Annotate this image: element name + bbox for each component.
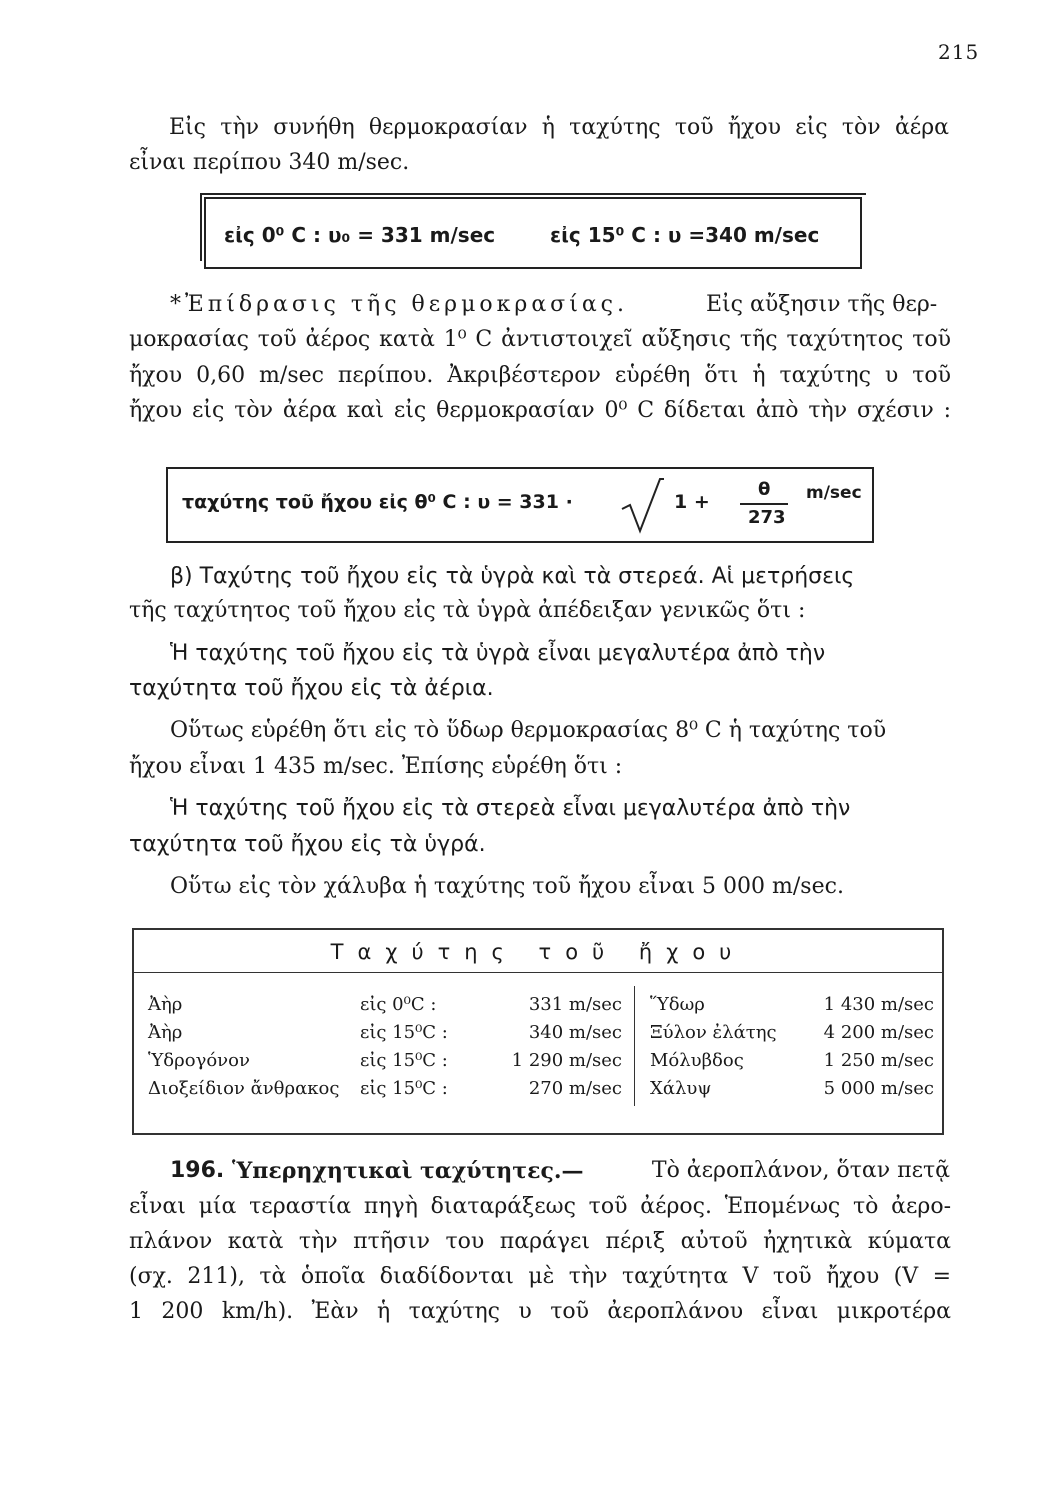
intro-line-2: εἶναι περίπου 340 m/sec.: [129, 150, 410, 175]
section-number: 196.: [170, 1158, 225, 1183]
liquids-rule-cont: ταχύτητα τοῦ ἤχου εἰς τὰ ἀέρια.: [129, 676, 494, 701]
formula-numerator: θ: [758, 479, 771, 500]
table-left-temp-4: εἰς 15⁰C :: [360, 1078, 448, 1099]
table-left-speed-3: 1 290 m/sec: [511, 1050, 622, 1071]
influence-line-3: ἤχου 0,60 m/sec περίπου. Ἀκριβέστερον εὑρέθη ὅτι ἡ ταχύτης υ τοῦ: [129, 363, 951, 388]
section-heading: Ὑπερηχητικαὶ ταχύτητες.—: [232, 1158, 584, 1184]
table-left-medium-3: Ὑδρογόνον: [148, 1050, 250, 1071]
water-line-2: ἤχου εἶναι 1 435 m/sec. Ἐπίσης εὑρέθη ὅτι :: [129, 754, 623, 779]
table-left-temp-1: εἰς 0⁰C :: [360, 994, 437, 1015]
temperature-influence-heading: *Ἐπίδρασις τῆς θερμοκρασίας.: [170, 292, 628, 317]
influence-line-4: ἤχου εἰς τὸν ἀέρα καὶ εἰς θερμοκρασίαν 0⁰ C δίδεται ἀπὸ τὴν σχέσιν :: [129, 398, 951, 423]
table-right-speed-3: 1 250 m/sec: [823, 1050, 934, 1071]
table-header-rule: [134, 972, 942, 973]
table-right-speed-1: 1 430 m/sec: [823, 994, 934, 1015]
sound-speed-table: [132, 928, 944, 1135]
section-line-2: εἶναι μία τεραστία πηγὴ διαταράξεως τοῦ ἀέρος. Ἑπομένως τὸ ἀερο-: [129, 1194, 951, 1219]
table-right-speed-2: 4 200 m/sec: [823, 1022, 934, 1043]
speed-at-15c: εἰς 15⁰ C : υ =340 m/sec: [550, 223, 820, 247]
table-left-medium-2: Ἀὴρ: [148, 1022, 183, 1043]
influence-line-1: Εἰς αὔξησιν τῆς θερ-: [706, 292, 938, 317]
steel-line: Οὕτω εἰς τὸν χάλυβα ἡ ταχύτης τοῦ ἤχου εἶναι 5 000 m/sec.: [170, 874, 844, 899]
liquids-line-2: τῆς ταχύτητος τοῦ ἤχου εἰς τὰ ὑγρὰ ἀπέδειξαν γενικῶς ὅτι :: [129, 598, 806, 623]
square-root-icon: [620, 475, 664, 535]
water-line-1: Οὕτως εὑρέθη ὅτι εἰς τὸ ὕδωρ θερμοκρασίας 8⁰ C ἡ ταχύτης τοῦ: [170, 718, 887, 743]
table-title: Ταχύτης τοῦ ἤχου: [330, 940, 746, 964]
formula-label: ταχύτης τοῦ ἤχου εἰς θ⁰ C : υ = 331 ·: [182, 491, 573, 513]
speed-at-temperatures-box: [204, 197, 862, 269]
intro-line-1: Εἰς τὴν συνήθη θερμοκρασίαν ἡ ταχύτης τοῦ ἤχου εἰς τὸν ἀέρα: [169, 115, 949, 140]
influence-line-2: μοκρασίας τοῦ ἀέρος κατὰ 1⁰ C ἀντιστοιχεῖ αὔξησις τῆς ταχύτητος τοῦ: [129, 327, 951, 352]
table-right-medium-4: Χάλυψ: [650, 1078, 712, 1099]
table-column-divider: [634, 986, 635, 1106]
section-line-3: πλάνον κατὰ τὴν πτῆσιν του παράγει πέριξ αὐτοῦ ἠχητικὰ κύματα: [129, 1229, 951, 1254]
table-left-medium-1: Ἀὴρ: [148, 994, 183, 1015]
table-left-speed-4: 270 m/sec: [528, 1078, 622, 1099]
table-right-speed-4: 5 000 m/sec: [823, 1078, 934, 1099]
section-line-4: (σχ. 211), τὰ ὁποῖα διαδίδονται μὲ τὴν ταχύτητα V τοῦ ἤχου (V =: [129, 1264, 951, 1289]
table-left-speed-2: 340 m/sec: [528, 1022, 622, 1043]
speed-at-0c: εἰς 0⁰ C : υ₀ = 331 m/sec: [224, 223, 496, 247]
solids-rule: Ἡ ταχύτης τοῦ ἤχου εἰς τὰ στερεὰ εἶναι μεγαλυτέρα ἀπὸ τὴν: [170, 796, 851, 821]
table-right-medium-2: Ξύλον ἐλάτης: [650, 1022, 777, 1043]
formula-denominator: 273: [748, 507, 786, 528]
fraction-bar: [740, 503, 788, 505]
table-right-medium-1: Ὕδωρ: [650, 994, 705, 1015]
liquids-line-1: β) Ταχύτης τοῦ ἤχου εἰς τὰ ὑγρὰ καὶ τὰ στερεά. Αἱ μετρήσεις: [170, 564, 855, 589]
liquids-rule: Ἡ ταχύτης τοῦ ἤχου εἰς τὰ ὑγρὰ εἶναι μεγαλυτέρα ἀπὸ τὴν: [170, 641, 826, 666]
table-left-speed-1: 331 m/sec: [528, 994, 622, 1015]
page-number: 215: [938, 40, 980, 64]
table-left-temp-3: εἰς 15⁰C :: [360, 1050, 448, 1071]
table-right-medium-3: Μόλυβδος: [650, 1050, 744, 1071]
solids-rule-cont: ταχύτητα τοῦ ἤχου εἰς τὰ ὑγρά.: [129, 832, 486, 857]
formula-unit: m/sec: [806, 483, 862, 503]
section-line-1: Τὸ ἀεροπλάνον, ὅταν πετᾷ: [651, 1158, 950, 1183]
speed-formula-box: [166, 467, 874, 543]
table-left-temp-2: εἰς 15⁰C :: [360, 1022, 448, 1043]
section-line-5: 1 200 km/h). Ἐὰν ἡ ταχύτης υ τοῦ ἀεροπλάνου εἶναι μικροτέρα: [129, 1299, 951, 1324]
table-left-medium-4: Διοξείδιον ἄνθρακος: [148, 1078, 340, 1099]
formula-one-plus: 1 +: [674, 491, 710, 513]
